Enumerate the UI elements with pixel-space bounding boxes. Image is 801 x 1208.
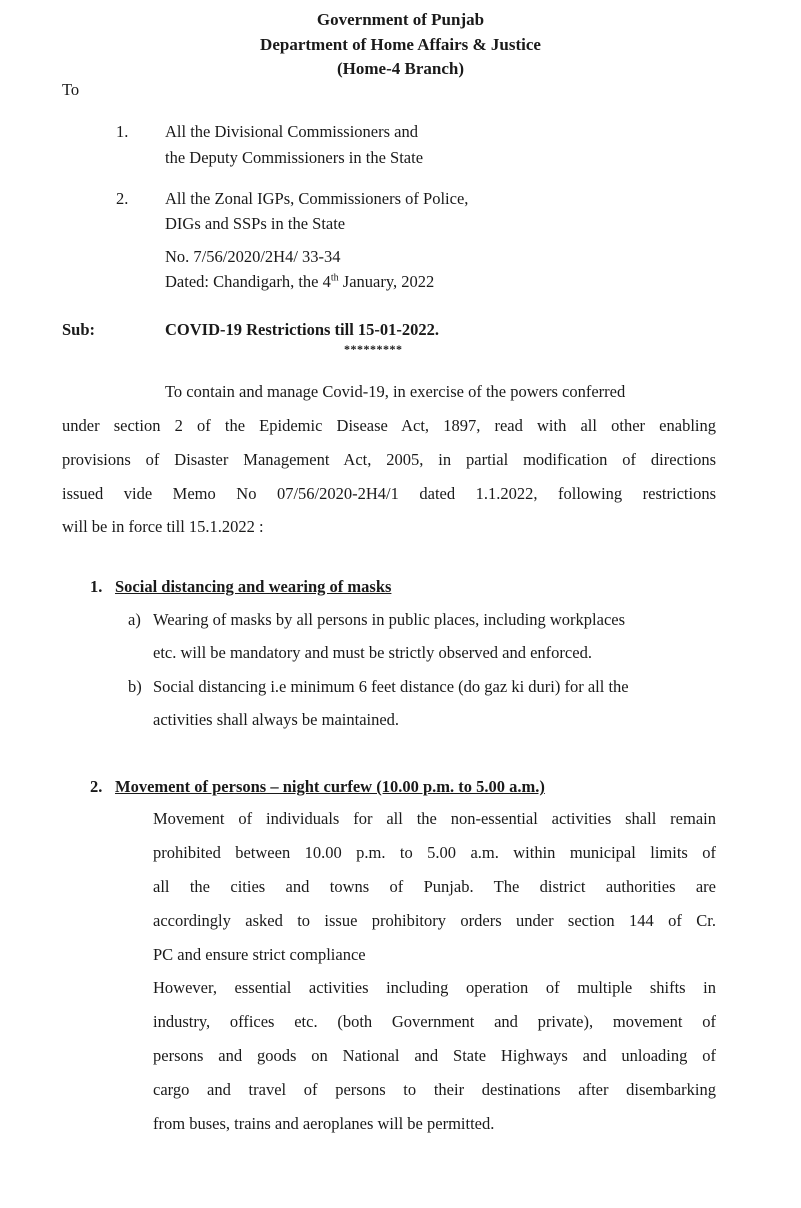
section-line: all the cities and towns of Punjab. The district authorities are [153,877,716,896]
intro-line: under section 2 of the Epidemic Disease Act, 1897, read with all other enabling [62,416,716,435]
memo-number: No. 7/56/2020/2H4/ 33-34 [165,247,341,266]
recipient-number: 1. [116,122,129,141]
to-label: To [62,80,80,99]
intro-line: will be in force till 15.1.2022 : [62,517,264,536]
recipient-number: 2. [116,189,129,208]
section-line: accordingly asked to issue prohibitory orders under section 144 of Cr. [153,911,716,930]
section-line: industry, offices etc. (both Government and private), movement of [153,1012,716,1031]
item-label: b) [128,677,142,696]
recipient-line: All the Zonal IGPs, Commissioners of Police, [165,189,469,208]
section-line: from buses, trains and aeroplanes will be permitted. [153,1114,495,1133]
recipient-line: DIGs and SSPs in the State [165,214,346,233]
intro-line: To contain and manage Covid-19, in exercise of the powers conferred [165,382,626,401]
item-line: Wearing of masks by all persons in public places, including workplaces [153,610,626,629]
recipient-line: All the Divisional Commissioners and [165,122,418,141]
date-suffix: January, 2022 [338,272,435,291]
section-line: PC and ensure strict compliance [153,945,366,964]
date-prefix: Dated: Chandigarh, the 4 [165,272,331,291]
section-line: persons and goods on National and State Highways and unloading of [153,1046,716,1065]
section-line: prohibited between 10.00 p.m. to 5.00 a.m. within municipal limits of [153,843,716,862]
item-line: activities shall always be maintained. [153,710,400,729]
section-line: Movement of individuals for all the non-essential activities shall remain [153,809,716,828]
header-branch: (Home-4 Branch) [336,59,464,78]
memo-date [165,272,434,292]
recipient-line: the Deputy Commissioners in the State [165,148,424,167]
subject-label: Sub: [62,320,96,339]
subject-text: COVID-19 Restrictions till 15-01-2022. [165,320,440,339]
section-line: However, essential activities including operation of multiple shifts in [153,978,716,997]
intro-line: issued vide Memo No 07/56/2020-2H4/1 dated 1.1.2022, following restrictions [62,484,716,503]
subject-separator: ********* [344,342,403,356]
section-title: Movement of persons – night curfew (10.00 p.m. to 5.00 a.m.) [115,777,545,796]
section-line: cargo and travel of persons to their destinations after disembarking [153,1080,716,1099]
item-line: etc. will be mandatory and must be strictly observed and enforced. [153,643,592,662]
date-ordinal: th [330,272,339,284]
item-line: Social distancing i.e minimum 6 feet distance (do gaz ki duri) for all the [153,677,629,696]
item-label: a) [128,610,141,629]
header-department: Department of Home Affairs & Justice [260,35,541,54]
section-title: Social distancing and wearing of masks [115,577,392,596]
section-number: 1. [90,577,103,596]
header-government: Government of Punjab [316,10,485,29]
section-number: 2. [90,777,103,796]
intro-line: provisions of Disaster Management Act, 2005, in partial modification of directions [62,450,716,469]
